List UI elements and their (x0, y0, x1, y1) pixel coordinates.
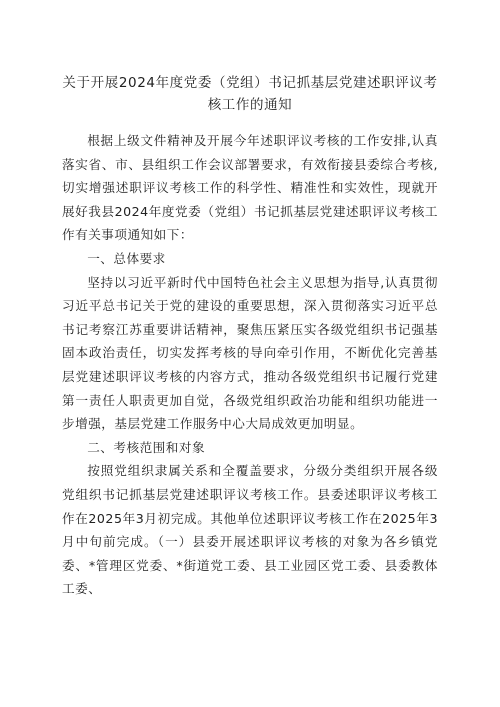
intro-paragraph: 根据上级文件精神及开展今年述职评议考核的工作安排,认真落实省、市、县组织工作会议部署要求，有效衔接县委综合考核,切实增强述职评议考核工作的科学性、精准性和实效性，现就开展好我县2024年度党委（党组）书记抓基层党建述职评议考核工作有关事项通知如下： (62, 133, 438, 243)
section-body-general-requirements: 坚持以习近平新时代中国特色社会主义思想为指导,认真贯彻习近平总书记关于党的建设的重要思想，深入贯彻落实习近平总书记考察江苏重要讲话精神，聚焦压紧压实各级党组织书记强基固本政治责任，切实发挥考核的导向牵引作用，不断优化完善基层党建述职评议考核的内容方式，推动各级党组织书记履行党建第一责任人职责更加自觉，各级党组织政治功能和组织功能进一步增强，基层党建工作服务中心大局成效更加明显。 (62, 274, 438, 432)
document-title: 关于开展2024年度党委（党组）书记抓基层党建述职评议考核工作的通知 (62, 75, 438, 113)
section-heading-general-requirements: 一、总体要求 (87, 250, 166, 266)
section-body-scope-and-targets: 按照党组织隶属关系和全覆盖要求，分级分类组织开展各级党组织书记抓基层党建述职评议考核工作。县委述职评议考核工作在2025年3月初完成。其他单位述职评议考核工作在2025年3月中旬前完成。（一）县委开展述职评议考核的对象为各乡镇党委、*管理区党委、*街道党工委、县工业园区党工委、县委教体工委、 (62, 463, 438, 597)
section-heading-scope-and-targets: 二、考核范围和对象 (87, 439, 206, 455)
